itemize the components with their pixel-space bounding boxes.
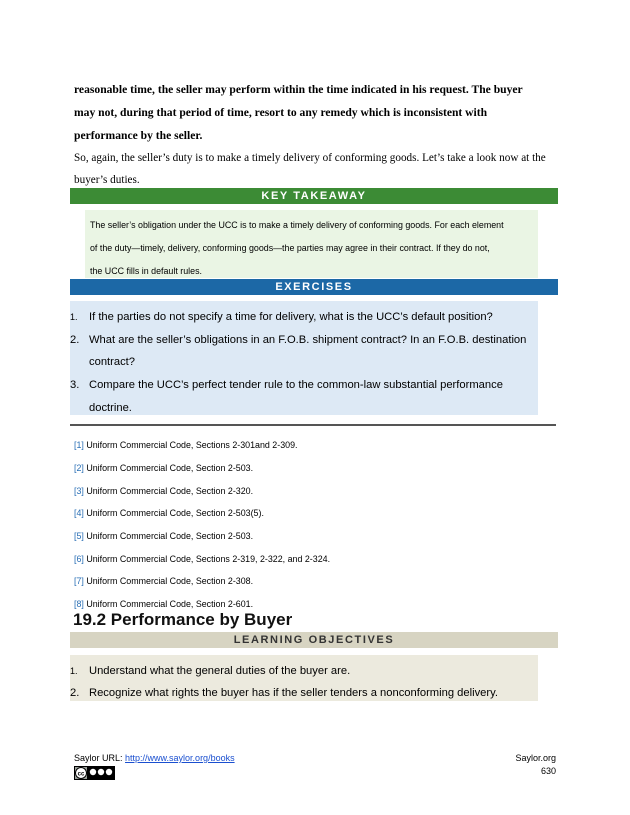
footnote-ref[interactable]: [5] <box>74 531 84 541</box>
intro-line-5: buyer’s duties. <box>74 174 140 186</box>
footnote-ref[interactable]: [4] <box>74 508 84 518</box>
footer-url-link[interactable]: http://www.saylor.org/books <box>125 753 235 763</box>
footnote-8 <box>74 599 253 609</box>
footnote-ref[interactable]: [6] <box>74 554 84 564</box>
footnote-text: Uniform Commercial Code, Section 2-503. <box>83 463 254 473</box>
footnote-text: Uniform Commercial Code, Section 2-503. <box>83 531 254 541</box>
key-takeaway-header: KEY TAKEAWAY <box>70 188 558 204</box>
footnote-ref[interactable]: [2] <box>74 463 84 473</box>
footnote-text: Uniform Commercial Code, Section 2-320. <box>83 486 254 496</box>
footer-url-label: Saylor URL: <box>74 753 126 763</box>
key-takeaway-line-3: the UCC fills in default rules. <box>90 266 202 276</box>
exercise-text: doctrine. <box>89 402 132 414</box>
objective-text: Recognize what rights the buyer has if the seller tenders a nonconforming delivery. <box>89 687 498 699</box>
intro-line-3: performance by the seller. <box>74 129 203 142</box>
footnote-ref[interactable]: [1] <box>74 440 84 450</box>
footnote-5 <box>74 531 253 541</box>
footer-page-number: 630 <box>540 766 556 776</box>
svg-text:cc: cc <box>77 771 85 778</box>
footnote-text: Uniform Commercial Code, Sections 2-301and 2-309. <box>83 440 298 450</box>
footnote-1 <box>74 440 297 450</box>
footnote-4 <box>74 508 264 518</box>
cc-license-icon <box>74 766 115 780</box>
footer-url-line <box>74 753 235 763</box>
objective-text: Understand what the general duties of the buyer are. <box>89 665 351 677</box>
footnote-text: Uniform Commercial Code, Section 2-503(5). <box>83 508 264 518</box>
key-takeaway-line-2: of the duty—timely, delivery, conforming goods—the parties may agree in their contract. If they do not, <box>90 243 490 253</box>
learning-objectives-header: LEARNING OBJECTIVES <box>70 632 558 648</box>
intro-line-2: may not, during that period of time, resort to any remedy which is inconsistent with <box>74 106 488 119</box>
footer-site: Saylor.org <box>515 753 556 763</box>
footnote-2 <box>74 463 253 473</box>
exercise-text: Compare the UCC’s perfect tender rule to the common-law substantial performance <box>89 379 503 391</box>
cc-license-badge[interactable] <box>74 766 115 780</box>
objective-number: 1. <box>70 666 78 676</box>
section-heading: 19.2 Performance by Buyer <box>73 610 293 629</box>
key-takeaway-line-1: The seller’s obligation under the UCC is to make a timely delivery of conforming goods. For each element <box>90 220 504 230</box>
footnote-6 <box>74 554 330 564</box>
footnote-3 <box>74 486 253 496</box>
objective-number: 2. <box>70 687 80 699</box>
footnote-text: Uniform Commercial Code, Section 2-601. <box>83 599 254 609</box>
exercise-text: If the parties do not specify a time for delivery, what is the UCC’s default position? <box>89 311 493 323</box>
footnote-text: Uniform Commercial Code, Section 2-308. <box>83 576 254 586</box>
footnote-text: Uniform Commercial Code, Sections 2-319, 2-322, and 2-324. <box>83 554 331 564</box>
exercises-header: EXERCISES <box>70 279 558 295</box>
footnote-7 <box>74 576 253 586</box>
exercise-text: What are the seller’s obligations in an F.O.B. shipment contract? In an F.O.B. destination <box>89 334 527 346</box>
footnote-ref[interactable]: [7] <box>74 576 84 586</box>
intro-line-1: reasonable time, the seller may perform within the time indicated in his request. The buyer <box>74 83 523 96</box>
exercise-number: 1. <box>70 312 78 322</box>
intro-line-4: So, again, the seller’s duty is to make a timely delivery of conforming goods. Let’s take a look now at the <box>74 152 546 164</box>
footnote-ref[interactable]: [3] <box>74 486 84 496</box>
footnote-separator <box>70 424 556 426</box>
footnote-ref[interactable]: [8] <box>74 599 84 609</box>
exercise-number: 2. <box>70 334 80 346</box>
exercise-number: 3. <box>70 379 80 391</box>
exercise-text: contract? <box>89 356 136 368</box>
